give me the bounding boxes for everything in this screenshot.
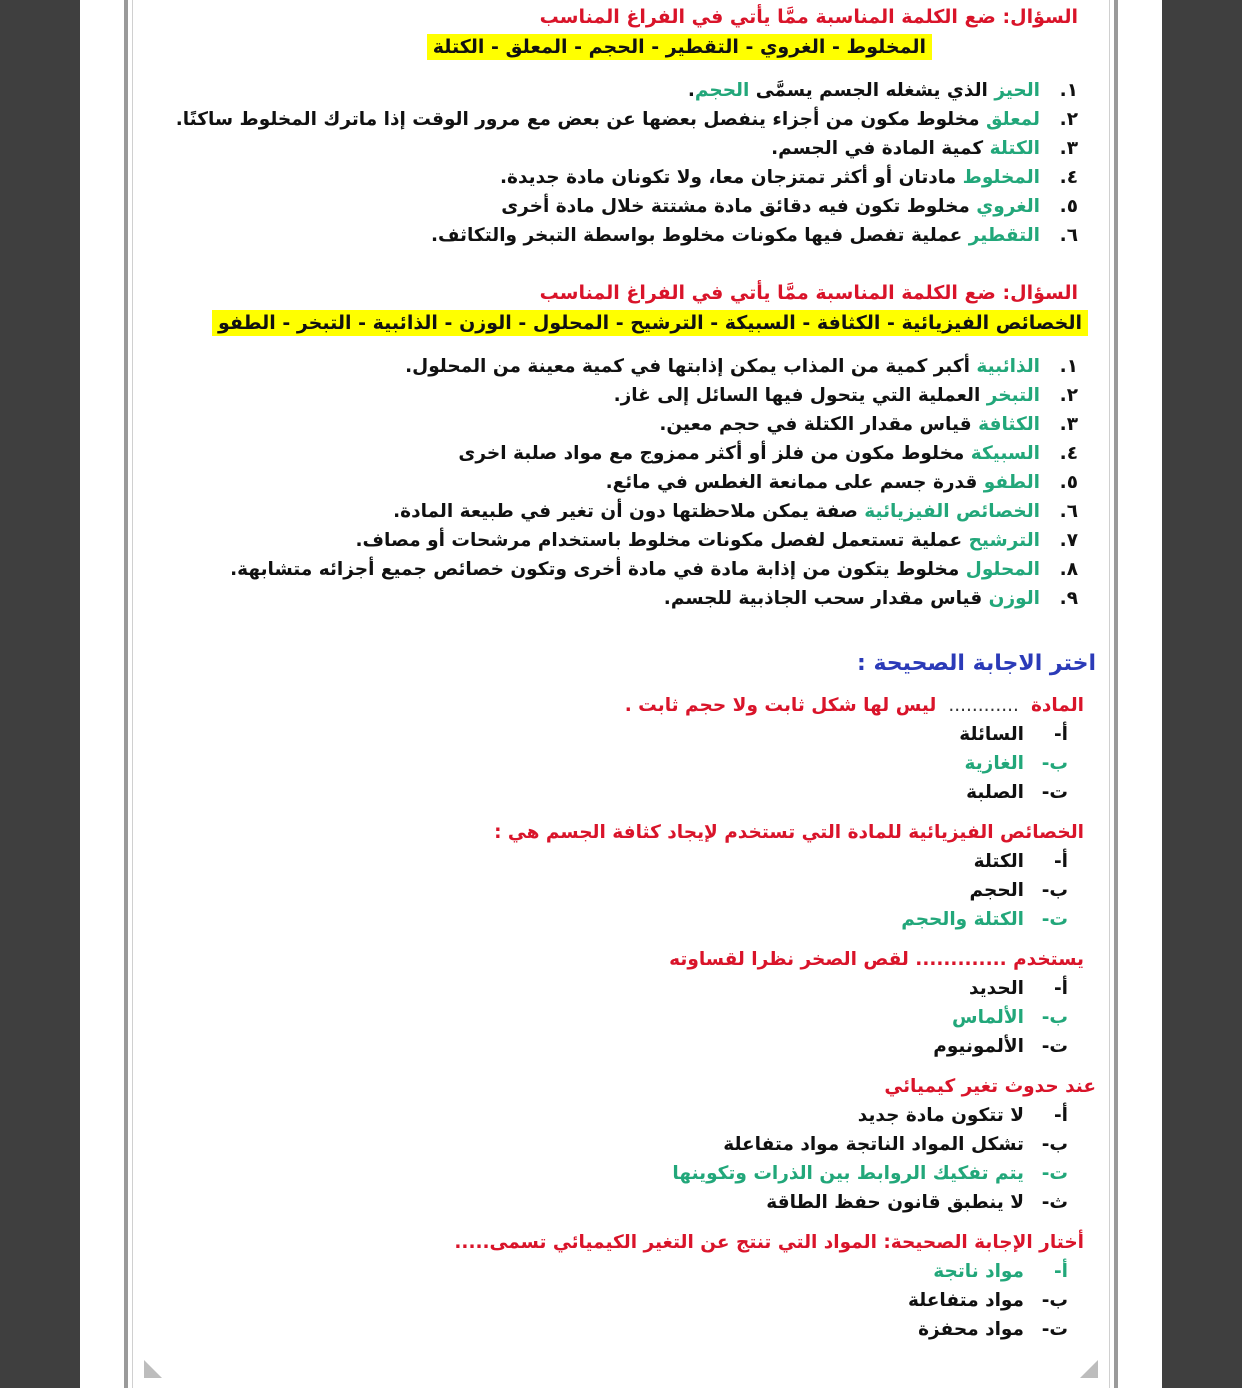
page-border-left — [124, 0, 128, 1388]
document-page — [80, 0, 1162, 1388]
list-item: ٣.الكتلة كمية المادة في الجسم. — [771, 138, 1078, 159]
word-bank-1: المخلوط - الغروي - التقطير - الحجم - المعلق - الكتلة — [427, 34, 932, 60]
mcq-options — [176, 974, 1102, 1061]
mcq-options — [176, 1257, 1102, 1344]
mcq-question-1 — [176, 692, 1102, 807]
option-correct[interactable]: ت-يتم تفكيك الروابط بين الذرات وتكوينها — [672, 1163, 1068, 1184]
list-item: ٢.لمعلق مخلوط مكون من أجزاء ينفصل بعضها عن بعض مع مرور الوقت إذا ماترك المخلوط ساكنًا. — [175, 109, 1078, 130]
question-1-title: السؤال: ضع الكلمة المناسبة ممَّا يأتي في الفراغ المناسب — [539, 6, 1078, 28]
option[interactable]: أ-لا تتكون مادة جديد — [857, 1105, 1068, 1126]
option-correct[interactable]: ب-الألماس — [952, 1007, 1068, 1028]
mcq-question-5 — [176, 1229, 1102, 1344]
mcq-options — [176, 1101, 1102, 1217]
list-item: ٨.المحلول مخلوط يتكون من إذابة مادة في مادة أخرى وتكون خصائص جميع أجزائه متشابهة. — [230, 559, 1078, 580]
option[interactable]: ت-مواد محفزة — [918, 1319, 1068, 1340]
mcq-question-text: عند حدوث تغير كيميائي — [884, 1076, 1096, 1097]
page-border-left-inner — [132, 0, 133, 1388]
option[interactable]: ب-مواد متفاعلة — [907, 1290, 1068, 1311]
worksheet-content — [176, 4, 1102, 1356]
option[interactable]: أ-الحديد — [969, 978, 1068, 999]
list-item: ٥.الغروي مخلوط تكون فيه دقائق مادة مشتتة خلال مادة أخرى — [501, 196, 1078, 217]
option-correct[interactable]: ت-الكتلة والحجم — [901, 909, 1068, 930]
option[interactable]: أ-السائلة — [959, 724, 1068, 745]
list-item: ٢.التبخر العملية التي يتحول فيها السائل إلى غاز. — [613, 385, 1078, 406]
option[interactable]: ب-تشكل المواد الناتجة مواد متفاعلة — [723, 1134, 1068, 1155]
option[interactable]: ت-الألمونيوم — [933, 1036, 1068, 1057]
list-item: ٩.الوزن قياس مقدار سحب الجاذبية للجسم. — [663, 588, 1078, 609]
list-item: ٥.الطفو قدرة جسم على ممانعة الغطس في مائع. — [605, 472, 1078, 493]
mcq-question-3 — [176, 946, 1102, 1061]
list-item: ١.الذائبية أكبر كمية من المذاب يمكن إذابتها في كمية معينة من المحلول. — [405, 356, 1078, 377]
option[interactable]: ب-الحجم — [969, 880, 1068, 901]
question-2-title: السؤال: ضع الكلمة المناسبة ممَّا يأتي في الفراغ المناسب — [539, 282, 1078, 304]
mcq-section-title: اختر الاجابة الصحيحة : — [857, 651, 1096, 676]
option[interactable]: ت-الصلبة — [966, 782, 1068, 803]
word-bank-2: الخصائص الفيزيائية - الكثافة - السبيكة - الترشيح - المحلول - الوزن - الذائبية - التبخر - الطفو — [212, 310, 1088, 336]
list-item: ١.الحيز الذي يشغله الجسم يسمَّى الحجم. — [687, 80, 1078, 101]
mcq-options — [176, 720, 1102, 807]
option-correct[interactable]: أ-مواد ناتجة — [933, 1261, 1068, 1282]
mcq-question-4 — [176, 1073, 1102, 1217]
option[interactable]: أ-الكتلة — [973, 851, 1068, 872]
page-corner-left — [144, 1360, 162, 1378]
option-correct[interactable]: ب-الغازية — [964, 753, 1068, 774]
mcq-question-text: الخصائص الفيزيائية للمادة التي تستخدم لإيجاد كثافة الجسم هي : — [494, 822, 1084, 843]
list-item: ٣.الكثافة قياس مقدار الكتلة في حجم معين. — [659, 414, 1078, 435]
list-item: ٦.التقطير عملية تفصل فيها مكونات مخلوط بواسطة التبخر والتكاثف. — [430, 225, 1078, 246]
mcq-question-text: يستخدم ............. لقص الصخر نظرا لقساوته — [669, 949, 1084, 970]
mcq-question-text: أختار الإجابة الصحيحة: المواد التي تنتج عن التغير الكيميائي تسمى..... — [454, 1232, 1084, 1253]
page-border-right-inner — [1109, 0, 1110, 1388]
list-item: ٦.الخصائص الفيزيائية صفة يمكن ملاحظتها دون أن تغير في طبيعة المادة. — [393, 501, 1078, 522]
list-item: ٤.المخلوط مادتان أو أكثر تمتزجان معا، ولا تكونان مادة جديدة. — [500, 167, 1078, 188]
mcq-options — [176, 847, 1102, 934]
question-1-list — [176, 76, 1102, 250]
list-item: ٧.الترشيح عملية تستعمل لفصل مكونات مخلوط باستخدام مرشحات أو مصاف. — [355, 530, 1078, 551]
page-border-right — [1114, 0, 1118, 1388]
mcq-question-2 — [176, 819, 1102, 934]
question-2-list — [176, 352, 1102, 613]
list-item: ٤.السبيكة مخلوط مكون من فلز أو أكثر ممزوج مع مواد صلبة اخرى — [458, 443, 1078, 464]
mcq-question-text: المادة............ليس لها شكل ثابت ولا حجم ثابت . — [624, 695, 1084, 716]
page-corner-right — [1080, 1360, 1098, 1378]
option[interactable]: ث-لا ينطبق قانون حفظ الطاقة — [766, 1192, 1068, 1213]
